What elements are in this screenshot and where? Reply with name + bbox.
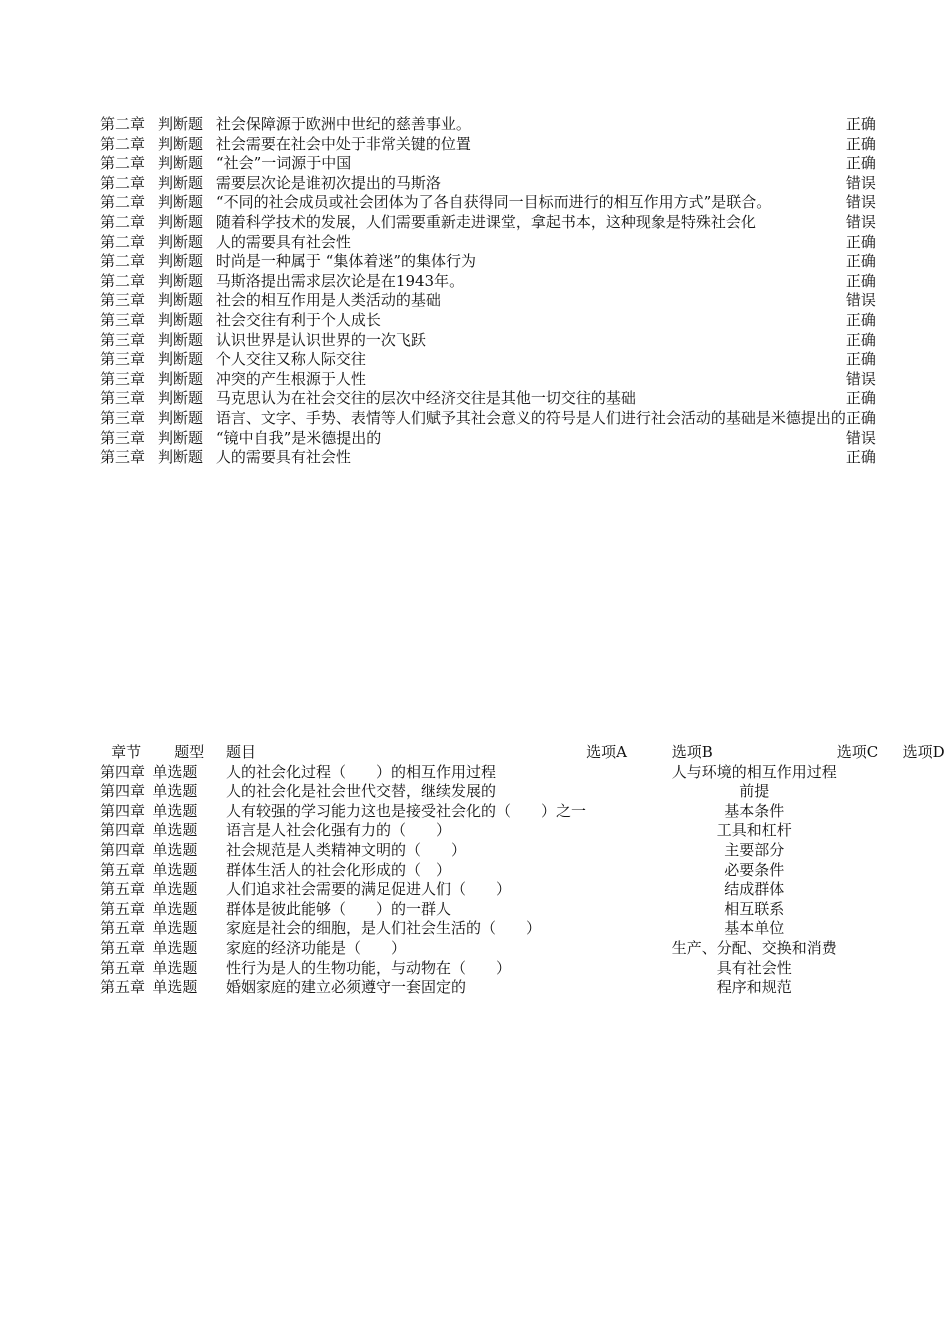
table-row (100, 233, 950, 253)
table-row (100, 763, 950, 783)
question-cell: 认识世界是认识世界的一次飞跃 (215, 330, 426, 349)
question-cell: 人有较强的学习能力这也是接受社会化的（ ）之一 (226, 801, 587, 820)
answer-cell: 正确 (845, 310, 876, 329)
question-cell: 社会交往有利于个人成长 (215, 310, 381, 329)
table-row (100, 821, 950, 841)
option-b-cell: 人与环境的相互作用过程 (671, 762, 837, 781)
question-type-cell: 判断题 (157, 291, 203, 310)
option-c-cell (837, 821, 903, 841)
option-a-cell (586, 782, 672, 802)
question-cell: 人的社会化是社会世代交替，继续发展的 (226, 782, 497, 801)
option-d-cell (903, 939, 950, 959)
option-a-cell (586, 821, 672, 841)
question-cell: 家庭的经济功能是（ ） (226, 938, 407, 957)
table-row (100, 919, 950, 939)
table-row (100, 861, 950, 881)
answer-cell: 正确 (845, 448, 876, 467)
chapter-cell: 第二章 (100, 115, 146, 133)
option-a-cell (586, 861, 672, 881)
chapter-cell: 第二章 (100, 173, 146, 192)
chapter-cell: 第三章 (100, 350, 146, 369)
header-option-a: 选项A (586, 743, 627, 761)
multiple-choice-table-body (100, 763, 950, 998)
question-type-cell: 判断题 (157, 350, 203, 369)
question-cell: 人的需要具有社会性 (215, 232, 351, 251)
header-option-d: 选项D (902, 743, 945, 761)
option-a-cell (586, 939, 672, 959)
question-cell: 马斯洛提出需求层次论是在1943年。 (215, 271, 465, 290)
option-a-cell (586, 880, 672, 900)
answer-cell: 正确 (845, 232, 876, 251)
header-option-b: 选项B (671, 743, 713, 761)
chapter-cell: 第二章 (100, 154, 146, 173)
table-row (100, 370, 950, 390)
table-row (100, 193, 950, 213)
chapter-cell: 第三章 (100, 448, 146, 467)
option-d-cell (903, 841, 950, 861)
option-b-cell: 相互联系 (724, 899, 785, 918)
question-type-cell: 单选题 (152, 978, 198, 997)
table-row (100, 213, 950, 233)
answer-cell: 正确 (845, 271, 876, 290)
option-d-cell (903, 978, 950, 998)
chapter-cell: 第二章 (100, 271, 146, 290)
option-d-cell (903, 782, 950, 802)
question-type-cell: 单选题 (152, 860, 198, 879)
option-c-cell (837, 841, 903, 861)
chapter-cell: 第二章 (100, 232, 146, 251)
chapter-cell: 第四章 (100, 762, 146, 781)
question-cell: 婚姻家庭的建立必须遵守一套固定的 (226, 978, 467, 997)
question-cell: 随着科学技术的发展，人们需要重新走进课堂，拿起书本，这种现象是特殊社会化 (215, 212, 756, 231)
question-type-cell: 判断题 (157, 154, 203, 173)
option-d-cell (903, 861, 950, 881)
question-cell: 人们追求社会需要的满足促进人们（ ） (226, 880, 512, 899)
question-type-cell: 判断题 (157, 448, 203, 467)
question-type-cell: 判断题 (157, 428, 203, 447)
question-type-cell: 单选题 (152, 919, 198, 938)
answer-cell: 正确 (845, 252, 876, 271)
answer-cell: 正确 (845, 154, 876, 173)
header-option-c: 选项C (836, 743, 879, 761)
true-false-table-body (100, 115, 950, 468)
question-type-cell: 单选题 (152, 762, 198, 781)
question-cell: 个人交往又称人际交往 (215, 350, 366, 369)
chapter-cell: 第四章 (100, 801, 146, 820)
chapter-cell: 第三章 (100, 428, 146, 447)
option-c-cell (837, 978, 903, 998)
question-type-cell: 判断题 (157, 271, 203, 290)
option-c-cell (837, 782, 903, 802)
option-c-cell (837, 880, 903, 900)
option-b-cell: 结成群体 (724, 880, 785, 899)
answer-cell: 正确 (845, 115, 876, 133)
option-a-cell (586, 959, 672, 979)
question-type-cell: 单选题 (152, 782, 198, 801)
table-row (100, 154, 950, 174)
option-d-cell (903, 821, 950, 841)
chapter-cell: 第四章 (100, 782, 146, 801)
chapter-cell: 第五章 (100, 860, 146, 879)
option-a-cell (586, 841, 672, 861)
option-d-cell (903, 763, 950, 783)
chapter-cell: 第五章 (100, 880, 146, 899)
table-row (100, 429, 950, 449)
table-row (100, 900, 950, 920)
answer-cell: 错误 (845, 291, 876, 310)
question-type-cell: 单选题 (152, 821, 198, 840)
answer-cell: 正确 (845, 330, 876, 349)
answer-cell: 正确 (845, 408, 876, 427)
table-row (100, 291, 950, 311)
question-type-cell: 单选题 (152, 801, 198, 820)
chapter-cell: 第三章 (100, 330, 146, 349)
chapter-cell: 第四章 (100, 821, 146, 840)
option-d-cell (903, 880, 950, 900)
option-a-cell (586, 978, 672, 998)
answer-cell: 正确 (845, 350, 876, 369)
question-type-cell: 判断题 (157, 389, 203, 408)
question-cell: 群体生活人的社会化形成的（ ） (226, 860, 452, 879)
option-c-cell (837, 802, 903, 822)
chapter-cell: 第三章 (100, 389, 146, 408)
chapter-cell: 第五章 (100, 958, 146, 977)
option-a-cell (586, 763, 672, 783)
option-c-cell (837, 763, 903, 783)
question-cell: 人的需要具有社会性 (215, 448, 351, 467)
question-cell: 需要层次论是谁初次提出的马斯洛 (215, 173, 441, 192)
table-row (100, 802, 950, 822)
option-d-cell (903, 919, 950, 939)
answer-cell: 错误 (845, 212, 876, 231)
chapter-cell: 第二章 (100, 193, 146, 212)
table-row (100, 135, 950, 155)
question-type-cell: 判断题 (157, 252, 203, 271)
table-row (100, 115, 950, 135)
chapter-cell: 第三章 (100, 291, 146, 310)
question-type-cell: 判断题 (157, 369, 203, 388)
option-d-cell (903, 959, 950, 979)
chapter-cell: 第四章 (100, 840, 146, 859)
question-type-cell: 判断题 (157, 173, 203, 192)
question-type-cell: 单选题 (152, 938, 198, 957)
table-row (100, 174, 950, 194)
table-row (100, 409, 950, 429)
table-row (100, 841, 950, 861)
table-row (100, 978, 950, 998)
chapter-cell: 第二章 (100, 212, 146, 231)
option-c-cell (837, 939, 903, 959)
question-cell: “镜中自我”是米德提出的 (215, 428, 382, 447)
question-type-cell: 单选题 (152, 840, 198, 859)
chapter-cell: 第三章 (100, 310, 146, 329)
question-cell: 马克思认为在社会交往的层次中经济交往是其他一切交往的基础 (215, 389, 636, 408)
option-a-cell (586, 919, 672, 939)
question-type-cell: 判断题 (157, 232, 203, 251)
question-type-cell: 判断题 (157, 115, 203, 133)
question-cell: 社会保障源于欧洲中世纪的慈善事业。 (215, 115, 471, 133)
question-type-cell: 判断题 (157, 330, 203, 349)
chapter-cell: 第二章 (100, 252, 146, 271)
table-row (100, 959, 950, 979)
question-cell: 社会规范是人类精神文明的（ ） (226, 840, 467, 859)
question-type-cell: 判断题 (157, 310, 203, 329)
table-row (100, 350, 950, 370)
answer-cell: 错误 (845, 193, 876, 212)
option-d-cell (903, 900, 950, 920)
table-row (100, 311, 950, 331)
question-cell: 语言是人社会化强有力的（ ） (226, 821, 452, 840)
answer-cell: 错误 (845, 428, 876, 447)
option-b-cell: 具有社会性 (716, 958, 792, 977)
question-type-cell: 判断题 (157, 193, 203, 212)
question-cell: 家庭是社会的细胞，是人们社会生活的（ ） (226, 919, 542, 938)
table-row (100, 448, 950, 468)
question-type-cell: 单选题 (152, 899, 198, 918)
table-row (100, 389, 950, 409)
question-cell: 时尚是一种属于 “集体着迷”的集体行为 (215, 252, 477, 271)
question-type-cell: 判断题 (157, 408, 203, 427)
question-cell: 冲突的产生根源于人性 (215, 369, 366, 388)
multiple-choice-header-row (100, 743, 950, 763)
table-row (100, 782, 950, 802)
chapter-cell: 第五章 (100, 938, 146, 957)
table-row (100, 272, 950, 292)
header-chapter: 章节 (111, 743, 142, 761)
question-cell: 性行为是人的生物功能，与动物在（ ） (226, 958, 512, 977)
header-type: 题型 (174, 743, 205, 761)
question-type-cell: 判断题 (157, 134, 203, 153)
chapter-cell: 第三章 (100, 369, 146, 388)
option-b-cell: 基本条件 (724, 801, 785, 820)
answer-cell: 正确 (845, 389, 876, 408)
question-cell: 社会需要在社会中处于非常关键的位置 (215, 134, 471, 153)
option-d-cell (903, 802, 950, 822)
answer-cell: 错误 (845, 173, 876, 192)
option-c-cell (837, 861, 903, 881)
table-row (100, 939, 950, 959)
question-cell: 群体是彼此能够（ ）的一群人 (226, 899, 452, 918)
question-cell: 人的社会化过程（ ）的相互作用过程 (226, 762, 497, 781)
table-row (100, 331, 950, 351)
question-type-cell: 判断题 (157, 212, 203, 231)
table-row (100, 880, 950, 900)
option-b-cell: 前提 (739, 782, 770, 801)
option-c-cell (837, 900, 903, 920)
chapter-cell: 第五章 (100, 919, 146, 938)
option-b-cell: 生产、分配、交换和消费 (671, 938, 837, 957)
answer-cell: 错误 (845, 369, 876, 388)
true-false-table (100, 115, 950, 468)
header-question: 题目 (226, 743, 257, 761)
multiple-choice-table (100, 743, 950, 998)
question-cell: “不同的社会成员或社会团体为了各自获得同一目标而进行的相互作用方式”是联合。 (215, 193, 772, 212)
question-cell: 语言、文字、手势、表情等人们赋予其社会意义的符号是人们进行社会活动的基础是米德提出的 (215, 408, 846, 427)
option-a-cell (586, 802, 672, 822)
option-b-cell: 基本单位 (724, 919, 785, 938)
chapter-cell: 第二章 (100, 134, 146, 153)
option-a-cell (586, 900, 672, 920)
option-b-cell: 程序和规范 (716, 978, 792, 997)
option-c-cell (837, 959, 903, 979)
chapter-cell: 第五章 (100, 899, 146, 918)
question-cell: 社会的相互作用是人类活动的基础 (215, 291, 441, 310)
answer-cell: 正确 (845, 134, 876, 153)
question-type-cell: 单选题 (152, 880, 198, 899)
question-cell: “社会”一词源于中国 (215, 154, 352, 173)
table-row (100, 252, 950, 272)
chapter-cell: 第五章 (100, 978, 146, 997)
option-b-cell: 工具和杠杆 (716, 821, 792, 840)
chapter-cell: 第三章 (100, 408, 146, 427)
option-c-cell (837, 919, 903, 939)
option-b-cell: 主要部分 (724, 840, 785, 859)
question-type-cell: 单选题 (152, 958, 198, 977)
option-b-cell: 必要条件 (724, 860, 785, 879)
